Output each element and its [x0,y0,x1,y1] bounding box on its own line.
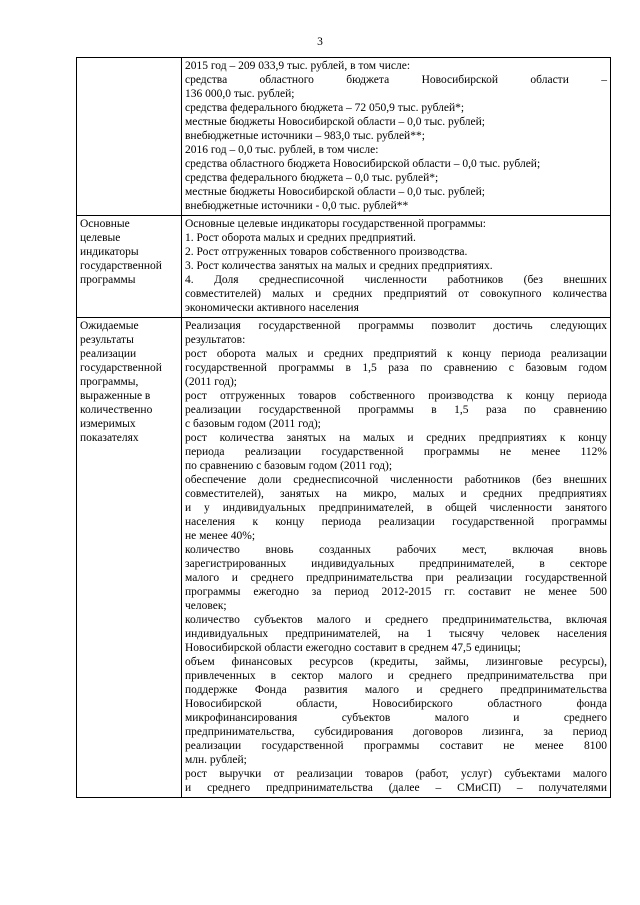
row-label-line: целевые [80,232,121,244]
row-label-line: Ожидаемые [80,320,139,332]
page-number: 3 [317,36,323,48]
content-line: и среднего предпринимательства (далее – СМиСП) – получателями [185,782,607,794]
content-line: рост оборота малых и средних предприятий к концу периода реализации [185,348,607,360]
content-line: экономически активного населения [185,302,359,314]
content-line: индивидуальных предпринимателей, на 1 тысячу человек населения [185,628,607,640]
row-label-line: программы, [80,376,139,388]
content-line: местные бюджеты Новосибирской области – 0,0 тыс. рублей; [185,116,485,128]
content-line: населения к концу периода реализации государственной программы [185,516,607,528]
content-line: внебюджетные источники - 0,0 тыс. рублей** [185,200,409,212]
content-line: рост отгруженных товаров собственного производства к концу периода [185,390,607,402]
content-line: с базовым годом (2011 год); [185,418,321,430]
content-line: Реализация государственной программы позволит достичь следующих [185,320,607,332]
row-content-cell [182,216,611,318]
content-line: 2015 год – 209 033,9 тыс. рублей, в том числе: [185,60,411,72]
row-label-line: показателях [80,432,139,444]
content-line: малого и среднего предпринимательства при реализации государственной [185,572,607,584]
row-label-line: индикаторы [80,246,139,258]
content-line: 3. Рост количества занятых на малых и средних предприятиях. [185,260,493,272]
row-label-line: измеримых [80,418,136,430]
content-line: человек; [185,600,227,612]
content-line: средства федерального бюджета – 72 050,9 тыс. рублей*; [185,102,465,114]
content-line: совместителей), занятых на микро, малых и средних предприятиях [185,488,607,500]
content-line: местные бюджеты Новосибирской области – 0,0 тыс. рублей; [185,186,485,198]
content-line: микрофинансирования субъектов малого и среднего [185,712,607,724]
content-line: реализации государственной программы в 1,5 раза по сравнению [185,404,607,416]
content-line: обеспечение доли среднесписочной численности работников (без внешних [185,474,607,486]
content-line: количество вновь созданных рабочих мест, включая вновь [185,544,607,556]
program-passport-table [76,57,611,798]
content-line: средства областного бюджета Новосибирской области – 0,0 тыс. рублей; [185,158,541,170]
content-line: и у индивидуальных предпринимателей, в общей численности занятого [185,502,607,514]
row-label-cell [77,318,182,798]
content-line: по сравнению с базовым годом (2011 год); [185,460,393,472]
content-line: 1. Рост оборота малых и средних предприятий. [185,232,416,244]
row-label-line: выраженные в [80,390,151,402]
content-line: объем финансовых ресурсов (кредиты, займы, лизинговые ресурсы), [185,656,607,668]
row-label-cell [77,216,182,318]
content-line: предпринимательства, субсидирования договоров лизинга, за период [185,726,607,738]
row-label-cell [77,58,182,216]
content-line: внебюджетные источники – 983,0 тыс. рублей**; [185,130,425,142]
content-line: 4. Доля среднесписочной численности работников (без внешних [185,274,607,286]
content-line: 2016 год – 0,0 тыс. рублей, в том числе: [185,144,379,156]
row-label-line: государственной [80,362,162,374]
row-label-line: Основные [80,218,130,230]
expected-results-row [77,318,611,798]
row-content-cell [182,318,611,798]
target-indicators-row [77,216,611,318]
content-line: Новосибирской области ежегодно составит в среднем 47,5 единицы; [185,642,521,654]
content-line: рост выручки от реализации товаров (работ, услуг) субъектами малого [185,768,607,780]
row-label-line: государственной [80,260,162,272]
content-line: рост количества занятых на малых и средних предприятиях к концу [185,432,607,444]
content-line: не менее 40%; [185,530,256,542]
content-line: средства областного бюджета Новосибирской области – [185,74,607,86]
content-line: реализации государственной программы составит не менее 8100 [185,740,607,752]
row-label-line: реализации [80,348,137,360]
row-label-line: программы [80,274,136,286]
row-label-line: результаты [80,334,134,346]
content-line: поддержке Фонда развития малого и среднего предпринимательства [185,684,607,696]
content-line: Новосибирской области, Новосибирского областного фонда [185,698,607,710]
row-content-cell [182,58,611,216]
content-line: результатов: [185,334,246,346]
content-line: программы ежегодно за период 2012-2015 гг. составит не менее 500 [185,586,607,598]
content-line: средства федерального бюджета – 0,0 тыс. рублей*; [185,172,439,184]
content-line: млн. рублей; [185,754,247,766]
content-line: количество субъектов малого и среднего предпринимательства, включая [185,614,607,626]
content-line: совместителей) малых и средних предприятий от совокупного количества [185,288,607,300]
content-line: привлеченных в сектор малого и среднего предпринимательства при [185,670,607,682]
content-line: государственной программы в 1,5 раза по сравнению с базовым годом [185,362,607,374]
content-line: Основные целевые индикаторы государственной программы: [185,218,486,230]
content-line: периода реализации государственной программы не менее 112% [185,446,607,458]
content-line: зарегистрированных индивидуальных предпринимателей, в секторе [185,558,607,570]
content-line: 2. Рост отгруженных товаров собственного производства. [185,246,468,258]
content-line: 136 000,0 тыс. рублей; [185,88,295,100]
content-line: (2011 год); [185,376,238,388]
funding-row [77,58,611,216]
row-label-line: количественно [80,404,153,416]
